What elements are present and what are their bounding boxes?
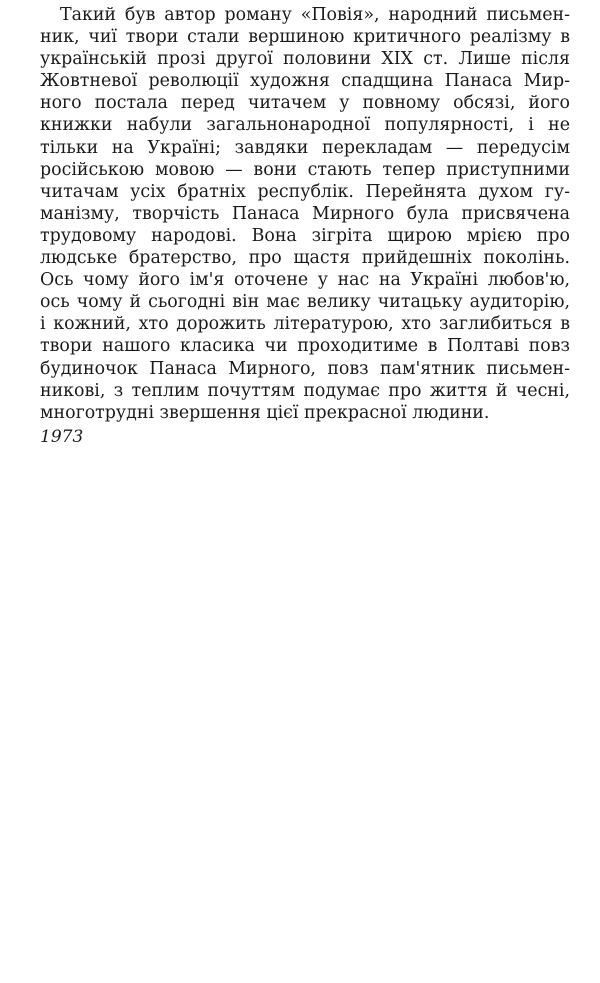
paragraph-line: многотрудні звершення цієї прекрасної людини.	[40, 402, 490, 423]
paragraph-line: тільки на Україні; завдяки перекладам — передусім	[40, 137, 570, 158]
main-paragraph	[40, 4, 570, 424]
paragraph-line: никові, з теплим почуттям подумає про життя й чесні,	[40, 380, 570, 401]
paragraph-line: твори нашого класика чи проходитиме в Полтаві повз	[40, 336, 570, 357]
paragraph-line: людське братерство, про щастя прийдешніх поколінь.	[40, 248, 570, 269]
paragraph-line: і кожний, хто дорожить літературою, хто заглибиться в	[40, 314, 570, 335]
paragraph-line: читачам усіх братніх республік. Перейнята духом гу-	[40, 181, 570, 202]
paragraph-line: російською мовою — вони стають тепер приступними	[40, 159, 570, 180]
paragraph-line: ного постала перед читачем у повному обсязі, його	[40, 93, 570, 114]
paragraph-line: Такий був автор роману «Повія», народний письмен-	[60, 5, 570, 25]
paragraph-line: ось чому й сьогодні він має велику читацьку аудиторію,	[40, 292, 570, 313]
paragraph-line: українській прозі другої половини XIX ст. Лише після	[40, 49, 570, 70]
paragraph-line: манізму, творчість Панаса Мирного була присвячена	[40, 203, 570, 224]
date-year: 1973	[40, 427, 84, 447]
paragraph-line: будиночок Панаса Мирного, повз пам'ятник письмен-	[40, 358, 570, 379]
paragraph-line: Жовтневої революції художня спадщина Панаса Мир-	[40, 71, 570, 92]
document-page	[40, 4, 570, 447]
paragraph-line: книжки набули загальнонародної популярності, і не	[40, 115, 570, 136]
paragraph-line: ник, чиї твори стали вершиною критичного реалізму в	[40, 27, 570, 48]
paragraph-line: трудовому народові. Вона зігріта щирою мрією про	[40, 225, 570, 246]
paragraph-line: Ось чому його ім'я оточене у нас на Україні любов'ю,	[40, 270, 570, 291]
